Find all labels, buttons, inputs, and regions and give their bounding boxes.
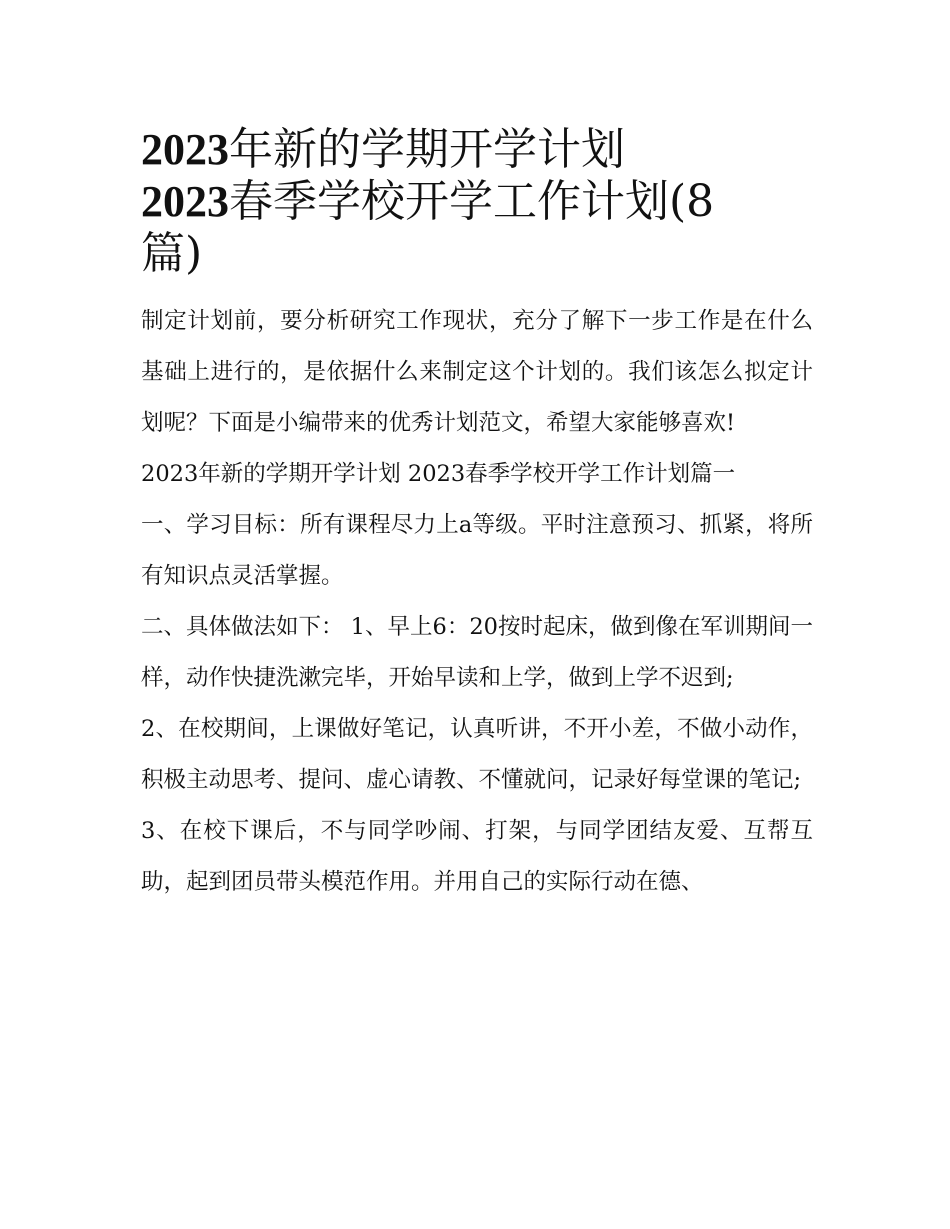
title-line-2: 2023春季学校开学工作计划(8 (141, 176, 715, 227)
paragraph-method-3: 3、在校下课后，不与同学吵闹、打架，与同学团结友爱、互帮互助，起到团员带头模范作用。并用自己的实际行动在德、 (141, 818, 813, 895)
paragraph-method-1: 二、具体做法如下： 1、早上6：20按时起床，做到像在军训期间一样，动作快捷洗漱完毕，开始早读和上学，做到上学不迟到; (141, 614, 813, 691)
paragraph-goal: 一、学习目标：所有课程尽力上a等级。平时注意预习、抓紧，将所有知识点灵活掌握。 (141, 512, 813, 589)
section-heading: 2023年新的学期开学计划 2023春季学校开学工作计划篇一 (141, 461, 736, 487)
paragraph-method-2: 2、在校期间，上课做好笔记，认真听讲，不开小差，不做小动作，积极主动思考、提问、虚心请教、不懂就问，记录好每堂课的笔记; (141, 716, 813, 793)
document-title (141, 124, 813, 280)
intro-paragraph: 制定计划前，要分析研究工作现状，充分了解下一步工作是在什么基础上进行的，是依据什么来制定这个计划的。我们该怎么拟定计划呢？下面是小编带来的优秀计划范文，希望大家能够喜欢! (141, 308, 813, 436)
title-line-3: 篇) (141, 228, 203, 279)
document-page (141, 118, 813, 908)
title-line-1: 2023年新的学期开学计划 (141, 124, 625, 175)
